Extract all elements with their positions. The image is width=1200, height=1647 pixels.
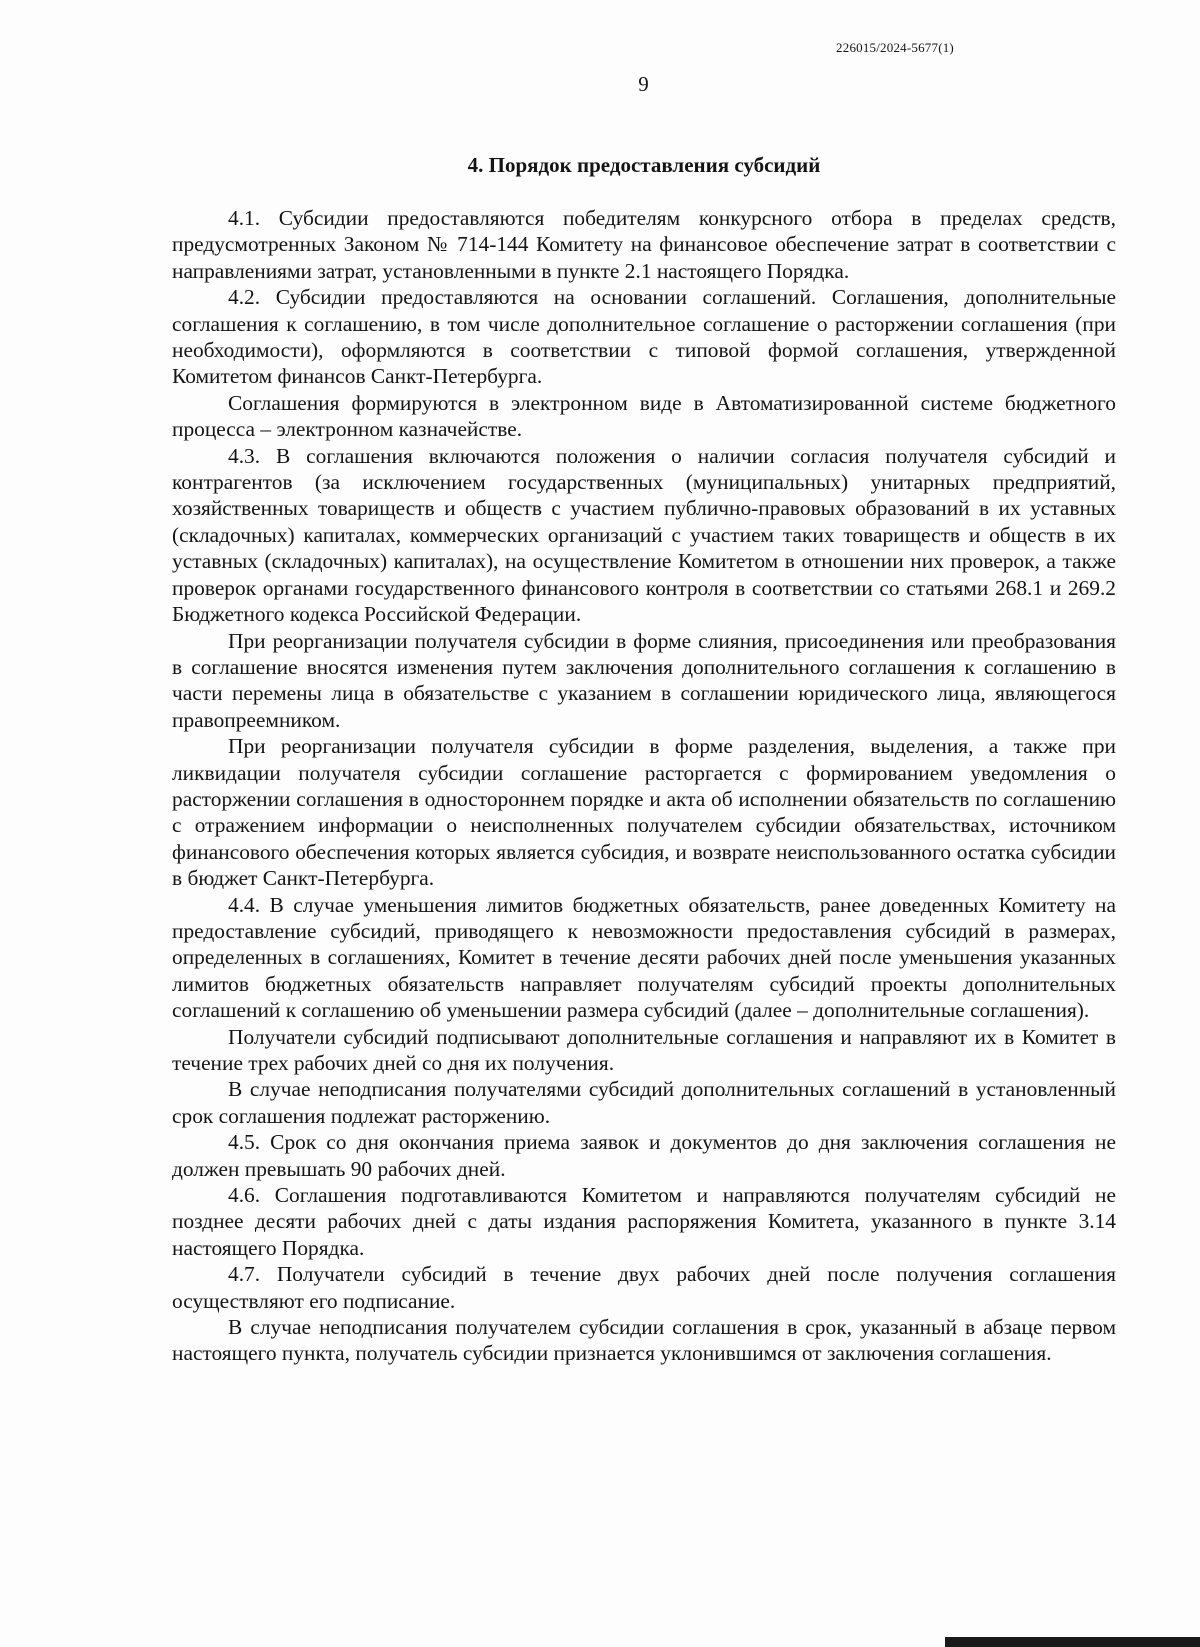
paragraph-4-4: 4.4. В случае уменьшения лимитов бюджетных обязательств, ранее доведенных Комитету на предоставление субсидий, приводящего к невозможности предоставления субсидий в размерах, определенных в соглашениях, Комитет в течение десяти рабочих дней после уменьшения указанных лимитов бюджетных обязательств направляет получателям субсидий проекты дополнительных соглашений к соглашению об уменьшении размера субсидий (далее – дополнительные соглашения). (172, 892, 1116, 1023)
page-number: 9 (638, 72, 649, 96)
paragraph-4-2-electronic: Соглашения формируются в электронном виде в Автоматизированной системе бюджетного процесса – электронном казначействе. (172, 390, 1116, 442)
paragraph-4-3-merger: При реорганизации получателя субсидии в форме слияния, присоединения или преобразования в соглашение вносятся изменения путем заключения дополнительного соглашения к соглашению в части перемены лица в обязательстве с указанием в соглашении юридического лица, являющегося правопреемником. (172, 628, 1116, 732)
scan-edge-line (945, 1637, 1200, 1647)
paragraph-4-1: 4.1. Субсидии предоставляются победителям конкурсного отбора в пределах средств, предусмотренных Законом № 714-144 Комитету на финансовое обеспечение затрат в соответствии с направлениями затрат, установленными в пункте 2.1 настоящего Порядка. (172, 206, 1116, 283)
paragraph-4-6: 4.6. Соглашения подготавливаются Комитетом и направляются получателям субсидий не позднее десяти рабочих дней с даты издания распоряжения Комитета, указанного в пункте 3.14 настоящего Порядка. (172, 1183, 1116, 1260)
document-body (172, 205, 1116, 1367)
paragraph-4-3-division: При реорганизации получателя субсидии в форме разделения, выделения, а также при ликвидации получателя субсидии соглашение расторгается с формированием уведомления о расторжении соглашения в одностороннем порядке и акта об исполнении обязательств по соглашению с отражением информации о неисполненных получателем субсидии обязательствах, источником финансового обеспечения которых является субсидия, и возврате неиспользованного остатка субсидии в бюджет Санкт-Петербурга. (172, 734, 1116, 891)
paragraph-4-2: 4.2. Субсидии предоставляются на основании соглашений. Соглашения, дополнительные соглашения к соглашению, в том числе дополнительное соглашение о расторжении соглашения (при необходимости), оформляются в соответствии с типовой формой соглашения, утвержденной Комитетом финансов Санкт-Петербурга. (172, 285, 1116, 389)
paragraph-4-5: 4.5. Срок со дня окончания приема заявок и документов до дня заключения соглашения не должен превышать 90 рабочих дней. (172, 1130, 1116, 1181)
paragraph-4-4-termination: В случае неподписания получателями субсидий дополнительных соглашений в установленный срок соглашения подлежат расторжению. (172, 1077, 1116, 1128)
paragraph-4-7: 4.7. Получатели субсидий в течение двух рабочих дней после получения соглашения осуществляют его подписание. (172, 1262, 1116, 1313)
section-title: 4. Порядок предоставления субсидий (467, 153, 821, 177)
document-id: 226015/2024-5677(1) (836, 40, 954, 55)
paragraph-4-4-signing: Получатели субсидий подписывают дополнительные соглашения и направляют их в Комитет в течение трех рабочих дней со дня их получения. (172, 1024, 1116, 1075)
paragraph-4-3: 4.3. В соглашения включаются положения о наличии согласия получателя субсидий и контрагентов (за исключением государственных (муниципальных) унитарных предприятий, хозяйственных товариществ и обществ с участием публично-правовых образований в их уставных (складочных) капиталах, коммерческих организаций с участием таких товариществ и обществ в их уставных (складочных) капиталах), на осуществление Комитетом в отношении них проверок, а также проверок органами государственного финансового контроля в соответствии со статьями 268.1 и 269.2 Бюджетного кодекса Российской Федерации. (172, 443, 1116, 627)
paragraph-4-7-refusal: В случае неподписания получателем субсидии соглашения в срок, указанный в абзаце первом настоящего пункта, получатель субсидии признается уклонившимся от заключения соглашения. (172, 1315, 1116, 1366)
